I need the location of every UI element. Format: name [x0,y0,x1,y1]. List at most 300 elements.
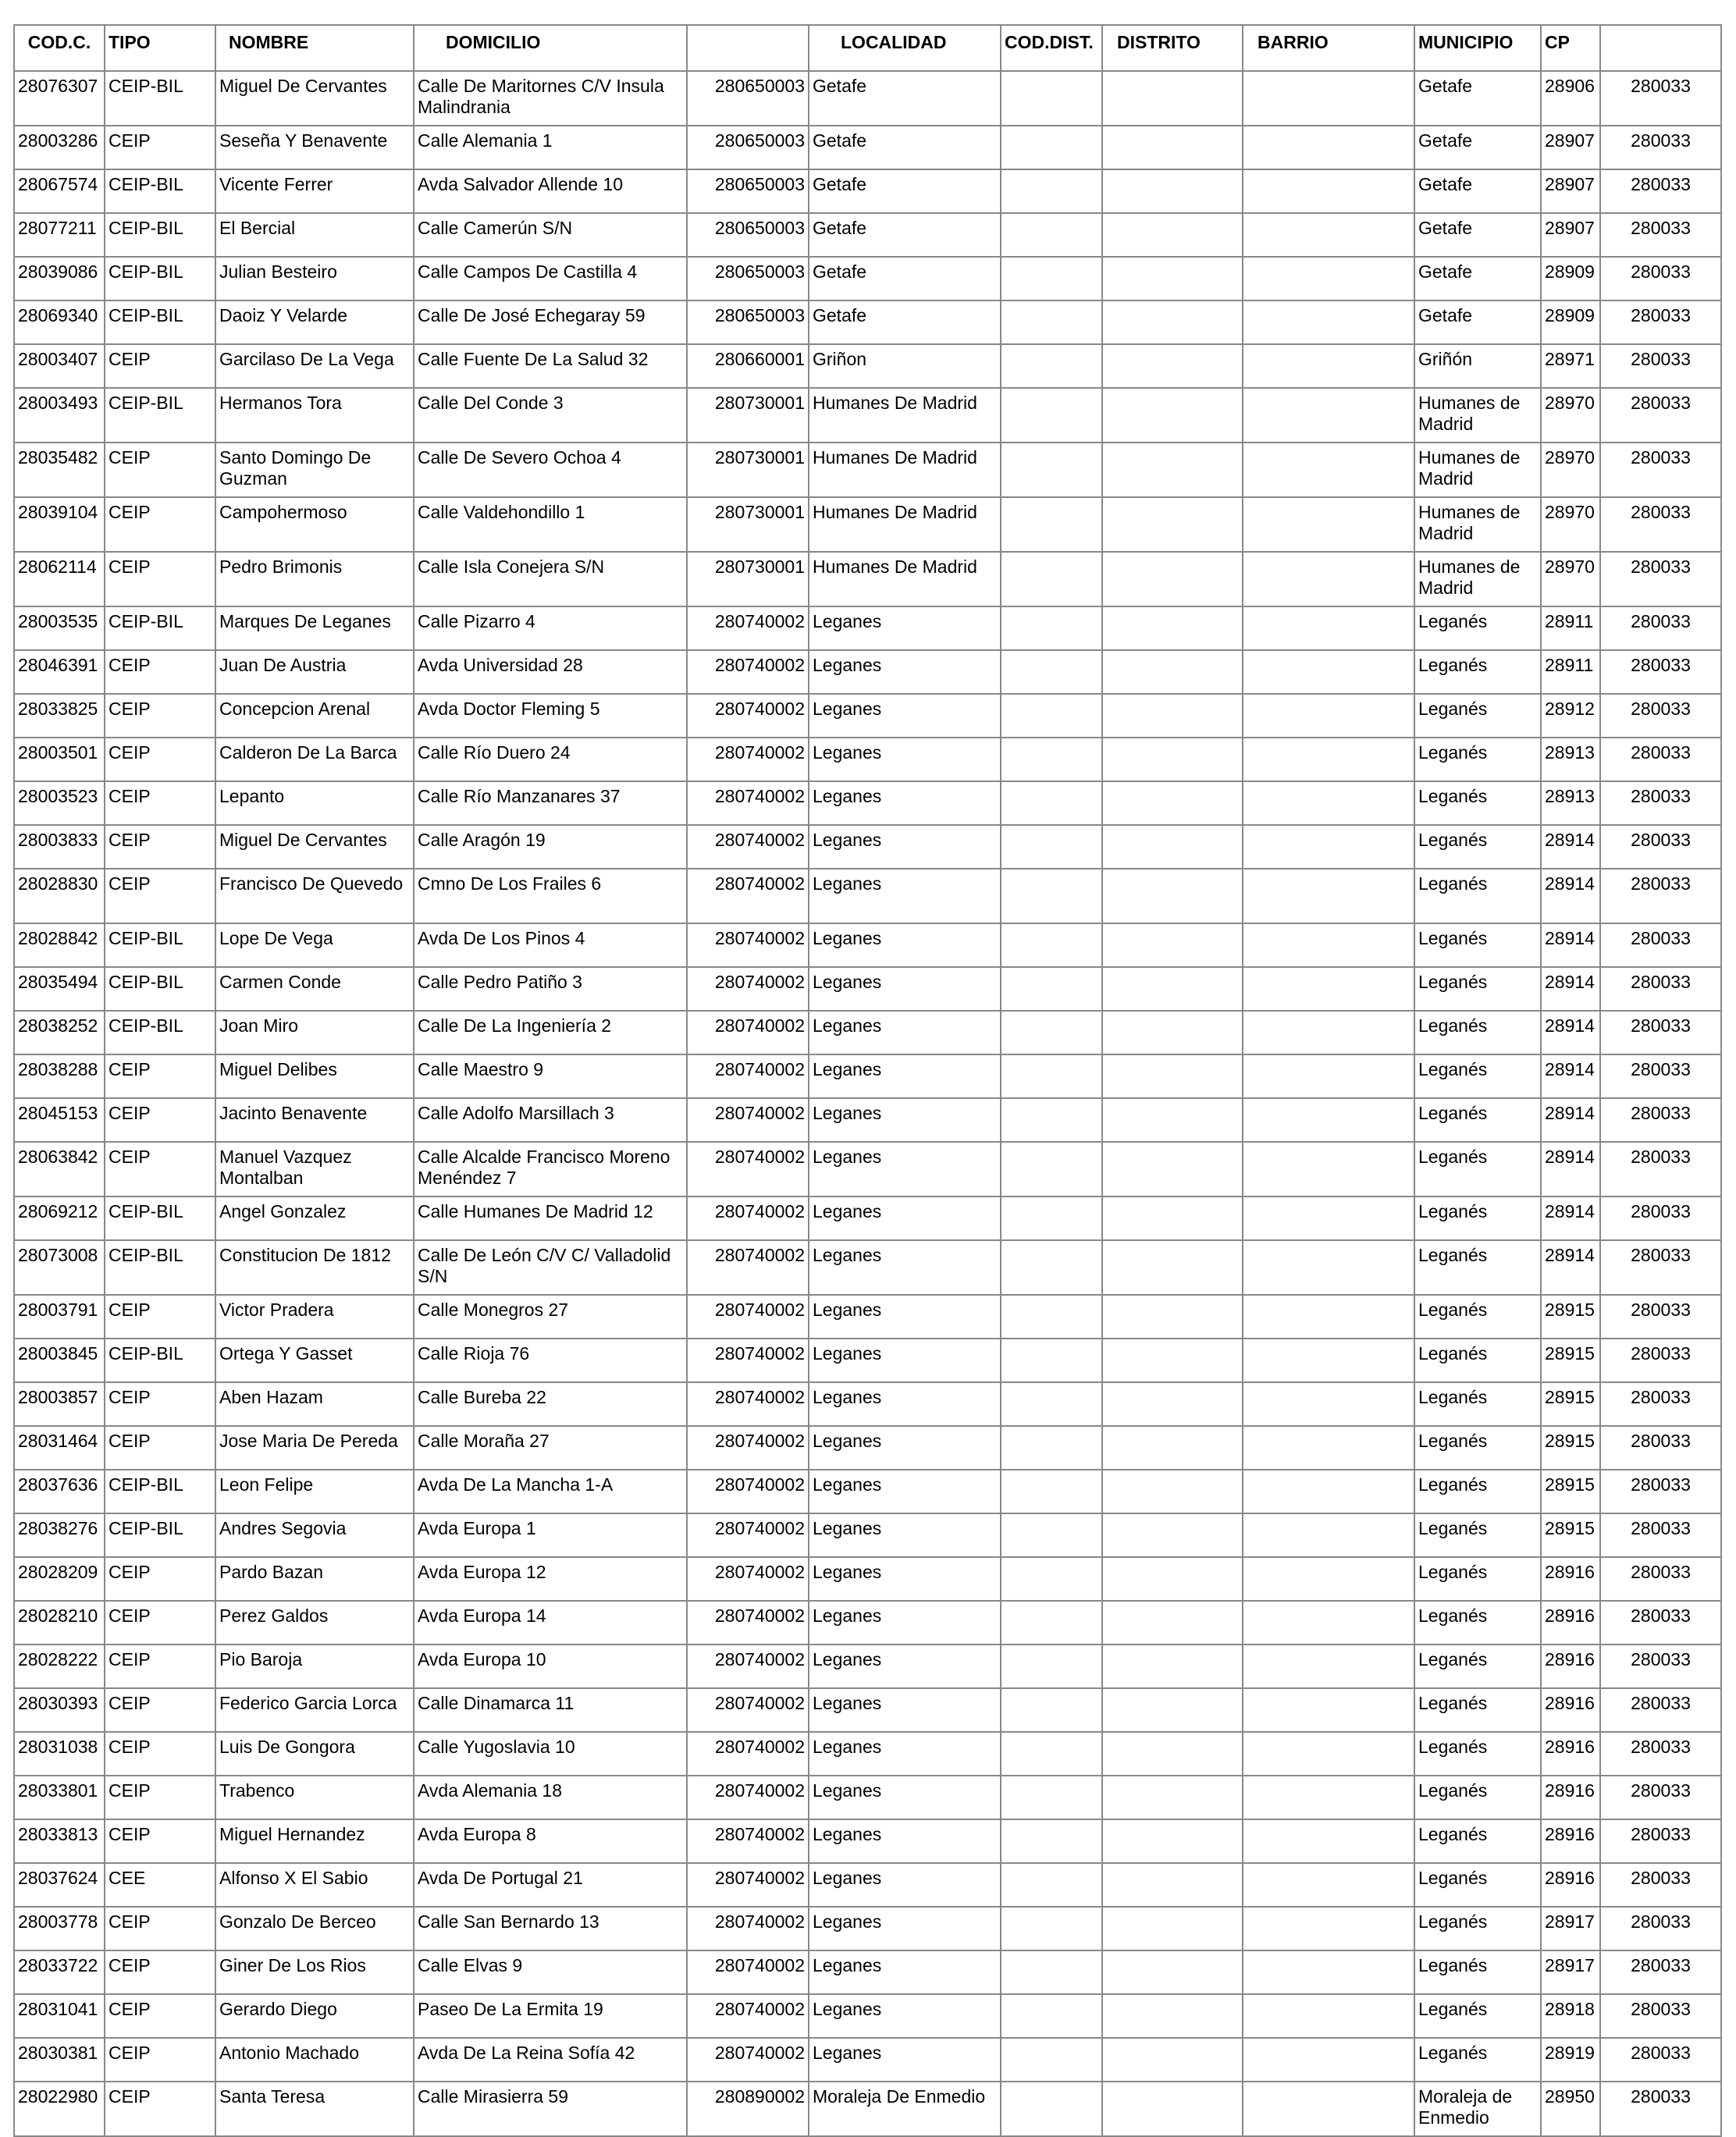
cell-localidad: Leganes [809,1011,1001,1054]
cell-municipio: Leganés [1414,606,1541,650]
table-row [14,1601,1721,1645]
table-row [14,1907,1721,1950]
header-distrito: DISTRITO [1102,25,1243,71]
cell-localidad: Leganes [809,1863,1001,1907]
cell-cod-c: 28030393 [14,1688,105,1732]
table-row [14,967,1721,1011]
cell-municipio: Leganés [1414,2038,1541,2082]
cell-cp: 28914 [1541,1240,1600,1295]
cell-cod-area: 280033 [1600,388,1721,443]
cell-municipio: Griñón [1414,344,1541,388]
cell-distrito [1102,1557,1243,1601]
cell-tipo: CEIP [105,650,215,694]
cell-localidad: Leganes [809,869,1001,923]
cell-barrio [1243,1776,1414,1819]
cell-barrio [1243,497,1414,552]
cell-cod-localidad: 280660001 [687,344,809,388]
cell-municipio: Leganés [1414,869,1541,923]
cell-cp: 28914 [1541,869,1600,923]
cell-cod-localidad: 280740002 [687,1426,809,1470]
cell-tipo: CEIP-BIL [105,1197,215,1240]
cell-cod-c: 28035494 [14,967,105,1011]
cell-cod-c: 28003857 [14,1382,105,1426]
cell-municipio: Leganés [1414,1557,1541,1601]
cell-tipo: CEIP [105,1776,215,1819]
cell-distrito [1102,1601,1243,1645]
cell-tipo: CEIP [105,738,215,781]
cell-municipio: Leganés [1414,1863,1541,1907]
cell-nombre: Victor Pradera [215,1295,414,1339]
cell-cod-localidad: 280740002 [687,1863,809,1907]
cell-municipio: Leganés [1414,738,1541,781]
cell-nombre: Miguel De Cervantes [215,71,414,126]
cell-cod-localidad: 280740002 [687,1098,809,1142]
cell-tipo: CEIP [105,1950,215,1994]
cell-domicilio: Calle Río Duero 24 [414,738,687,781]
table-row [14,694,1721,738]
cell-cod-area: 280033 [1600,1863,1721,1907]
cell-cod-localidad: 280740002 [687,1907,809,1950]
cell-cp: 28915 [1541,1513,1600,1557]
table-row [14,388,1721,443]
cell-nombre: Trabenco [215,1776,414,1819]
cell-cod-area: 280033 [1600,443,1721,497]
cell-cod-localidad: 280740002 [687,1197,809,1240]
cell-barrio [1243,257,1414,300]
table-row [14,497,1721,552]
cell-cod-localidad: 280730001 [687,388,809,443]
cell-tipo: CEE [105,1863,215,1907]
cell-barrio [1243,1994,1414,2038]
cell-cp: 28916 [1541,1732,1600,1776]
cell-cod-dist [1001,1863,1102,1907]
cell-barrio [1243,1645,1414,1688]
cell-cod-area: 280033 [1600,606,1721,650]
cell-cod-c: 28031038 [14,1732,105,1776]
cell-cod-c: 28028842 [14,923,105,967]
cell-nombre: Campohermoso [215,497,414,552]
cell-localidad: Leganes [809,1950,1001,1994]
cell-cod-area: 280033 [1600,923,1721,967]
cell-localidad: Leganes [809,1426,1001,1470]
table-row [14,606,1721,650]
cell-cod-localidad: 280740002 [687,1557,809,1601]
cell-cod-dist [1001,1645,1102,1688]
cell-distrito [1102,1295,1243,1339]
cell-localidad: Leganes [809,967,1001,1011]
cell-cp: 28970 [1541,443,1600,497]
cell-cod-dist [1001,497,1102,552]
cell-cod-localidad: 280740002 [687,1054,809,1098]
cell-cp: 28971 [1541,344,1600,388]
cell-cod-dist [1001,2082,1102,2136]
cell-localidad: Leganes [809,1142,1001,1197]
cell-cp: 28911 [1541,606,1600,650]
cell-domicilio: Calle Campos De Castilla 4 [414,257,687,300]
cell-domicilio: Calle Alcalde Francisco Moreno Menéndez 7 [414,1142,687,1197]
header-row [14,25,1721,71]
cell-cod-dist [1001,169,1102,213]
cell-cod-c: 28031041 [14,1994,105,2038]
cell-cod-dist [1001,344,1102,388]
cell-cod-localidad: 280890002 [687,2082,809,2136]
cell-barrio [1243,2038,1414,2082]
cell-cod-c: 28045153 [14,1098,105,1142]
cell-cp: 28914 [1541,1011,1600,1054]
cell-cod-area: 280033 [1600,1907,1721,1950]
cell-cp: 28950 [1541,2082,1600,2136]
cell-domicilio: Avda Europa 1 [414,1513,687,1557]
cell-tipo: CEIP [105,1645,215,1688]
cell-cp: 28906 [1541,71,1600,126]
cell-cod-area: 280033 [1600,1645,1721,1688]
cell-cod-localidad: 280650003 [687,300,809,344]
cell-cod-dist [1001,1098,1102,1142]
header-blank-1 [687,25,809,71]
cell-barrio [1243,1688,1414,1732]
cell-cod-dist [1001,1732,1102,1776]
cell-localidad: Leganes [809,738,1001,781]
cell-nombre: Seseña Y Benavente [215,126,414,169]
cell-municipio: Moraleja de Enmedio [1414,2082,1541,2136]
cell-cod-localidad: 280740002 [687,1732,809,1776]
cell-nombre: Alfonso X El Sabio [215,1863,414,1907]
cell-cod-localidad: 280650003 [687,169,809,213]
cell-localidad: Leganes [809,825,1001,869]
cell-cod-c: 28039104 [14,497,105,552]
cell-barrio [1243,606,1414,650]
cell-localidad: Leganes [809,1688,1001,1732]
cell-cp: 28915 [1541,1295,1600,1339]
cell-cp: 28914 [1541,825,1600,869]
cell-domicilio: Calle Yugoslavia 10 [414,1732,687,1776]
cell-distrito [1102,1382,1243,1426]
cell-domicilio: Calle Aragón 19 [414,825,687,869]
cell-barrio [1243,1382,1414,1426]
cell-cod-area: 280033 [1600,344,1721,388]
cell-cod-dist [1001,1513,1102,1557]
cell-distrito [1102,257,1243,300]
cell-cp: 28916 [1541,1819,1600,1863]
cell-municipio: Leganés [1414,1197,1541,1240]
header-barrio: BARRIO [1243,25,1414,71]
cell-distrito [1102,694,1243,738]
cell-barrio [1243,781,1414,825]
cell-cod-dist [1001,923,1102,967]
cell-barrio [1243,1950,1414,1994]
cell-localidad: Leganes [809,1382,1001,1426]
cell-tipo: CEIP [105,1994,215,2038]
table-row [14,1557,1721,1601]
cell-distrito [1102,344,1243,388]
cell-cod-dist [1001,1382,1102,1426]
cell-cp: 28912 [1541,694,1600,738]
cell-nombre: Federico Garcia Lorca [215,1688,414,1732]
cell-tipo: CEIP [105,1098,215,1142]
cell-localidad: Leganes [809,1601,1001,1645]
cell-cod-c: 28035482 [14,443,105,497]
cell-cod-area: 280033 [1600,1994,1721,2038]
cell-cp: 28916 [1541,1601,1600,1645]
cell-municipio: Leganés [1414,650,1541,694]
cell-barrio [1243,1197,1414,1240]
cell-domicilio: Calle Alemania 1 [414,126,687,169]
table-row [14,1197,1721,1240]
cell-barrio [1243,1142,1414,1197]
cell-localidad: Leganes [809,2038,1001,2082]
table-row [14,344,1721,388]
cell-localidad: Leganes [809,923,1001,967]
cell-barrio [1243,443,1414,497]
cell-cod-area: 280033 [1600,169,1721,213]
cell-distrito [1102,2038,1243,2082]
cell-localidad: Leganes [809,1907,1001,1950]
cell-tipo: CEIP [105,443,215,497]
cell-nombre: Giner De Los Rios [215,1950,414,1994]
cell-domicilio: Avda Europa 8 [414,1819,687,1863]
cell-municipio: Humanes de Madrid [1414,443,1541,497]
cell-localidad: Getafe [809,213,1001,257]
cell-cod-dist [1001,1011,1102,1054]
cell-municipio: Leganés [1414,1994,1541,2038]
cell-nombre: Constitucion De 1812 [215,1240,414,1295]
cell-cod-c: 28038288 [14,1054,105,1098]
cell-cp: 28916 [1541,1863,1600,1907]
cell-nombre: Santa Teresa [215,2082,414,2136]
cell-domicilio: Avda Europa 10 [414,1645,687,1688]
cell-municipio: Getafe [1414,213,1541,257]
cell-domicilio: Cmno De Los Frailes 6 [414,869,687,923]
cell-cod-localidad: 280740002 [687,1240,809,1295]
cell-cod-c: 28069340 [14,300,105,344]
table-row [14,169,1721,213]
cell-cod-localidad: 280740002 [687,1776,809,1819]
cell-cod-area: 280033 [1600,738,1721,781]
cell-cod-dist [1001,552,1102,606]
table-row [14,1950,1721,1994]
cell-distrito [1102,1732,1243,1776]
cell-domicilio: Calle Moraña 27 [414,1426,687,1470]
cell-cod-dist [1001,694,1102,738]
cell-cod-area: 280033 [1600,1142,1721,1197]
cell-nombre: Pardo Bazan [215,1557,414,1601]
cell-cod-c: 28046391 [14,650,105,694]
header-localidad: LOCALIDAD [809,25,1001,71]
cell-cp: 28914 [1541,923,1600,967]
table-row [14,1426,1721,1470]
cell-cp: 28907 [1541,169,1600,213]
cell-cod-area: 280033 [1600,1197,1721,1240]
cell-domicilio: Avda Universidad 28 [414,650,687,694]
cell-tipo: CEIP [105,1426,215,1470]
cell-tipo: CEIP-BIL [105,606,215,650]
table-row [14,1513,1721,1557]
cell-municipio: Leganés [1414,1011,1541,1054]
table-row [14,1098,1721,1142]
cell-cp: 28914 [1541,1098,1600,1142]
cell-cod-area: 280033 [1600,1557,1721,1601]
cell-nombre: Francisco De Quevedo [215,869,414,923]
cell-cod-area: 280033 [1600,694,1721,738]
cell-localidad: Getafe [809,126,1001,169]
cell-barrio [1243,2082,1414,2136]
cell-localidad: Getafe [809,257,1001,300]
table-row [14,2038,1721,2082]
cell-distrito [1102,1819,1243,1863]
cell-nombre: Santo Domingo De Guzman [215,443,414,497]
cell-cp: 28914 [1541,1054,1600,1098]
cell-barrio [1243,650,1414,694]
cell-domicilio: Paseo De La Ermita 19 [414,1994,687,2038]
cell-cod-area: 280033 [1600,1950,1721,1994]
cell-tipo: CEIP [105,1688,215,1732]
cell-municipio: Leganés [1414,781,1541,825]
cell-cp: 28914 [1541,967,1600,1011]
cell-cod-dist [1001,1295,1102,1339]
cell-cp: 28914 [1541,1142,1600,1197]
cell-cod-dist [1001,1240,1102,1295]
cell-nombre: Daoiz Y Velarde [215,300,414,344]
cell-distrito [1102,169,1243,213]
cell-cod-area: 280033 [1600,497,1721,552]
cell-cod-area: 280033 [1600,257,1721,300]
cell-cod-c: 28003833 [14,825,105,869]
cell-distrito [1102,1339,1243,1382]
cell-cp: 28913 [1541,738,1600,781]
cell-nombre: Luis De Gongora [215,1732,414,1776]
cell-cp: 28913 [1541,781,1600,825]
cell-domicilio: Calle Rioja 76 [414,1339,687,1382]
cell-tipo: CEIP [105,497,215,552]
cell-cod-c: 28003791 [14,1295,105,1339]
cell-barrio [1243,1470,1414,1513]
cell-cod-localidad: 280740002 [687,1382,809,1426]
cell-localidad: Leganes [809,1557,1001,1601]
cell-tipo: CEIP [105,1557,215,1601]
cell-cod-c: 28033825 [14,694,105,738]
cell-cod-c: 28033813 [14,1819,105,1863]
cell-cod-dist [1001,443,1102,497]
header-cp: CP [1541,25,1600,71]
cell-localidad: Leganes [809,781,1001,825]
cell-cod-area: 280033 [1600,1339,1721,1382]
table-row [14,300,1721,344]
cell-nombre: Pedro Brimonis [215,552,414,606]
cell-cod-localidad: 280740002 [687,967,809,1011]
cell-cp: 28915 [1541,1382,1600,1426]
cell-localidad: Leganes [809,694,1001,738]
cell-municipio: Leganés [1414,1142,1541,1197]
table-row [14,257,1721,300]
table-row [14,781,1721,825]
cell-cod-localidad: 280740002 [687,1994,809,2038]
cell-cod-area: 280033 [1600,1426,1721,1470]
cell-cod-dist [1001,1197,1102,1240]
cell-tipo: CEIP [105,344,215,388]
cell-cod-dist [1001,825,1102,869]
cell-localidad: Getafe [809,300,1001,344]
cell-tipo: CEIP [105,1295,215,1339]
cell-domicilio: Avda Alemania 18 [414,1776,687,1819]
cell-barrio [1243,1601,1414,1645]
cell-municipio: Leganés [1414,1601,1541,1645]
table-row [14,1054,1721,1098]
cell-cod-area: 280033 [1600,1776,1721,1819]
cell-barrio [1243,825,1414,869]
cell-cp: 28917 [1541,1950,1600,1994]
cell-barrio [1243,126,1414,169]
cell-cod-area: 280033 [1600,126,1721,169]
cell-municipio: Getafe [1414,169,1541,213]
cell-domicilio: Avda De Los Pinos 4 [414,923,687,967]
cell-cod-area: 280033 [1600,1688,1721,1732]
cell-tipo: CEIP [105,1142,215,1197]
cell-distrito [1102,1426,1243,1470]
cell-cod-c: 28028830 [14,869,105,923]
cell-cp: 28919 [1541,2038,1600,2082]
cell-domicilio: Calle Fuente De La Salud 32 [414,344,687,388]
table-row [14,1240,1721,1295]
cell-tipo: CEIP [105,2038,215,2082]
table-row [14,1295,1721,1339]
cell-cod-c: 28003286 [14,126,105,169]
cell-cod-area: 280033 [1600,2082,1721,2136]
cell-cp: 28915 [1541,1470,1600,1513]
table-row [14,213,1721,257]
header-nombre: NOMBRE [215,25,414,71]
cell-municipio: Getafe [1414,71,1541,126]
cell-distrito [1102,1645,1243,1688]
cell-cod-c: 28028210 [14,1601,105,1645]
cell-localidad: Griñon [809,344,1001,388]
table-row [14,1819,1721,1863]
header-blank-2 [1600,25,1721,71]
cell-domicilio: Calle Adolfo Marsillach 3 [414,1098,687,1142]
cell-tipo: CEIP-BIL [105,257,215,300]
cell-cod-dist [1001,388,1102,443]
cell-distrito [1102,1950,1243,1994]
cell-tipo: CEIP-BIL [105,388,215,443]
cell-cod-c: 28033722 [14,1950,105,1994]
cell-domicilio: Calle Río Manzanares 37 [414,781,687,825]
cell-distrito [1102,1470,1243,1513]
cell-nombre: Jose Maria De Pereda [215,1426,414,1470]
cell-distrito [1102,1011,1243,1054]
cell-domicilio: Calle De Severo Ochoa 4 [414,443,687,497]
cell-barrio [1243,300,1414,344]
cell-nombre: Andres Segovia [215,1513,414,1557]
cell-barrio [1243,1240,1414,1295]
cell-cod-localidad: 280740002 [687,1688,809,1732]
cell-cod-c: 28003778 [14,1907,105,1950]
cell-cod-c: 28038252 [14,1011,105,1054]
cell-cp: 28914 [1541,1197,1600,1240]
cell-tipo: CEIP [105,1054,215,1098]
cell-distrito [1102,1054,1243,1098]
cell-distrito [1102,443,1243,497]
cell-domicilio: Calle De La Ingeniería 2 [414,1011,687,1054]
cell-cod-dist [1001,1470,1102,1513]
cell-barrio [1243,967,1414,1011]
cell-distrito [1102,923,1243,967]
cell-tipo: CEIP [105,2082,215,2136]
cell-distrito [1102,71,1243,126]
cell-cp: 28917 [1541,1907,1600,1950]
cell-cp: 28907 [1541,126,1600,169]
cell-distrito [1102,781,1243,825]
cell-domicilio: Avda Doctor Fleming 5 [414,694,687,738]
cell-tipo: CEIP-BIL [105,71,215,126]
